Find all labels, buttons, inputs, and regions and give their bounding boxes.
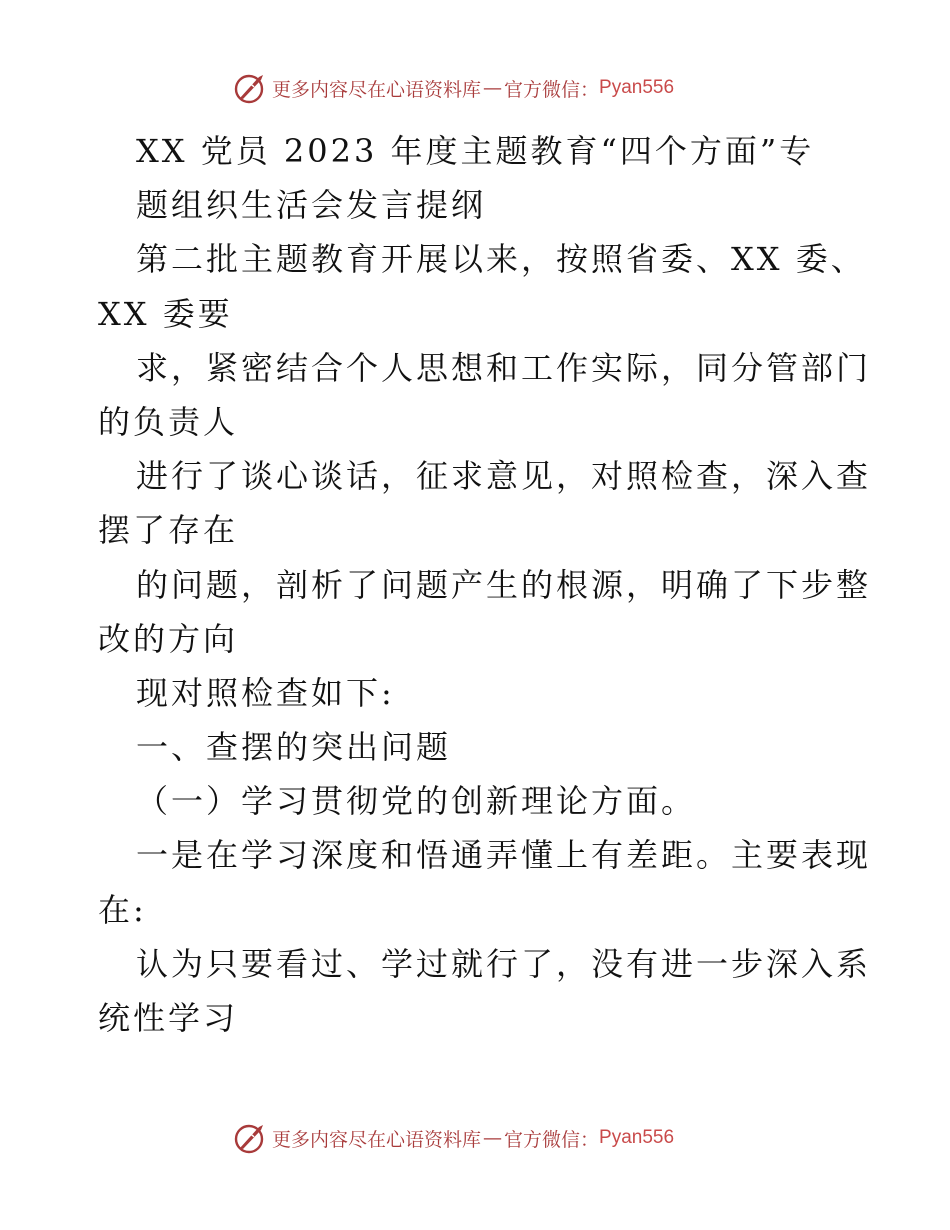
doc-title-line-2: 题组织生活会发言提纲: [136, 186, 487, 225]
doc-paragraph-line: 改的方向: [98, 619, 239, 658]
doc-paragraph-line: XX 委要: [98, 294, 233, 333]
quill-pen-circle-icon: [234, 71, 268, 105]
doc-paragraph-line: 在:: [98, 890, 147, 929]
banner-brand-text: 更多内容尽在心语资料库: [272, 1128, 482, 1151]
banner-wechat-id: Pyan556: [599, 77, 675, 98]
document-body: [98, 124, 872, 1045]
doc-paragraph-line: 求，紧密结合个人思想和工作实际，同分管部门: [136, 348, 872, 387]
doc-paragraph-line: 摆了存在: [98, 511, 239, 550]
doc-paragraph-line: 现对照检查如下:: [136, 673, 395, 712]
doc-section-heading: 一、查摆的突出问题: [136, 728, 452, 767]
banner-wechat-label: 官方微信：: [504, 78, 600, 101]
doc-paragraph-line: 第二批主题教育开展以来，按照省委、XX 委、: [136, 240, 866, 279]
doc-paragraph-line: 的问题，剖析了问题产生的根源，明确了下步整: [136, 565, 872, 604]
banner-brand-text: 更多内容尽在心语资料库: [272, 78, 482, 101]
doc-paragraph-line: 认为只要看过、学过就行了，没有进一步深入系: [136, 944, 872, 983]
banner-wechat-label: 官方微信：: [504, 1128, 600, 1151]
banner-wechat-id: Pyan556: [599, 1127, 675, 1148]
doc-subsection-heading: （一）学习贯彻党的创新理论方面。: [136, 782, 697, 821]
footer-banner: [234, 1118, 674, 1158]
header-banner: [234, 68, 674, 108]
banner-separator: —: [483, 77, 503, 99]
banner-separator: —: [483, 1127, 503, 1149]
doc-paragraph-line: 的负责人: [98, 402, 239, 441]
doc-paragraph-line: 一是在学习深度和悟通弄懂上有差距。主要表现: [136, 836, 872, 875]
doc-paragraph-line: 统性学习: [98, 999, 239, 1037]
doc-paragraph-line: 进行了谈心谈话，征求意见，对照检查，深入查: [136, 457, 872, 496]
quill-pen-circle-icon: [234, 1121, 268, 1155]
doc-title-line-1: XX 党员 2023 年度主题教育“四个方面”专: [136, 132, 815, 170]
